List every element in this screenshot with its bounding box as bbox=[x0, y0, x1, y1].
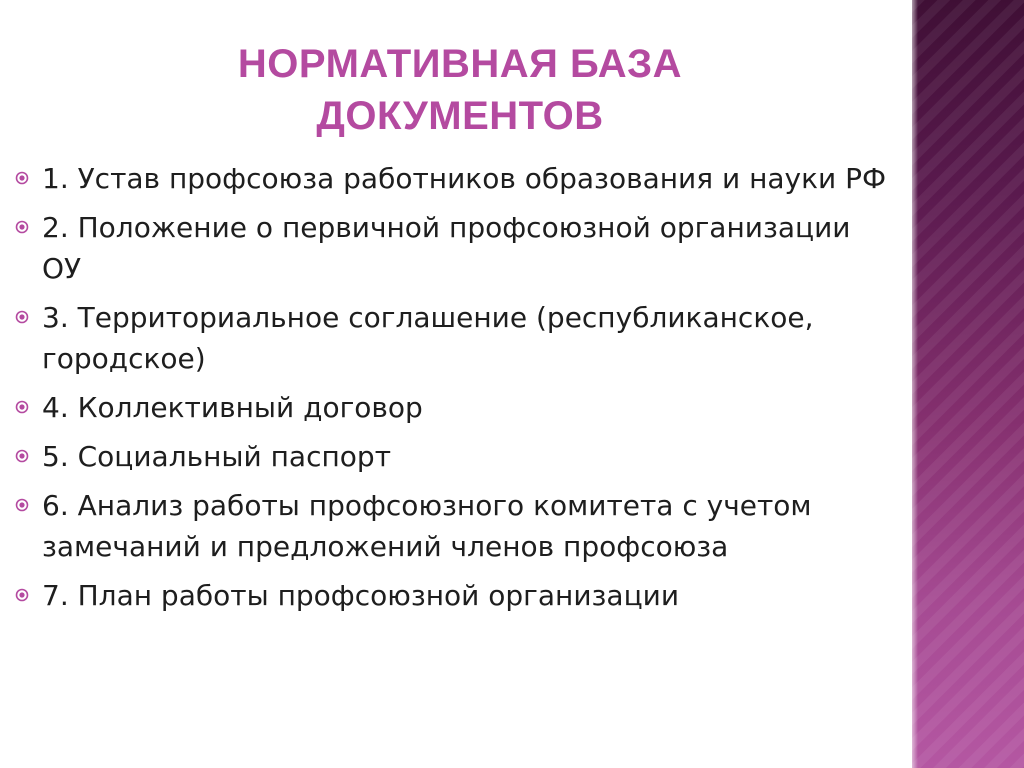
list-item-text: 6. Анализ работы профсоюзного комитета с учетом замечаний и предложений членов профсоюза bbox=[42, 489, 812, 563]
slide-title bbox=[140, 38, 780, 142]
list-item bbox=[12, 158, 892, 199]
list-item bbox=[12, 485, 892, 567]
list-item bbox=[12, 387, 892, 428]
circle-bullet-icon bbox=[15, 171, 29, 185]
panel-highlight-edge bbox=[912, 0, 918, 768]
list-item bbox=[12, 207, 892, 289]
circle-bullet-icon bbox=[15, 310, 29, 324]
list-item bbox=[12, 436, 892, 477]
documents-list bbox=[12, 158, 892, 624]
circle-bullet-icon bbox=[15, 449, 29, 463]
list-item bbox=[12, 297, 892, 379]
list-item-text: 7. План работы профсоюзной организации bbox=[42, 579, 680, 612]
list-item-text: 4. Коллективный договор bbox=[42, 391, 423, 424]
diagonal-stripes-pattern bbox=[912, 0, 1024, 768]
list-item-text: 5. Социальный паспорт bbox=[42, 440, 392, 473]
list-item-text: 2. Положение о первичной профсоюзной организации ОУ bbox=[42, 211, 851, 285]
list-item bbox=[12, 575, 892, 616]
decorative-side-panel bbox=[912, 0, 1024, 768]
list-item-text: 1. Устав профсоюза работников образования и науки РФ bbox=[42, 162, 887, 195]
circle-bullet-icon bbox=[15, 588, 29, 602]
list-item-text: 3. Территориальное соглашение (республиканское, городское) bbox=[42, 301, 814, 375]
slide-title-line-1: НОРМАТИВНАЯ БАЗА bbox=[237, 42, 683, 86]
slide-title-line-2: ДОКУМЕНТОВ bbox=[316, 94, 604, 138]
circle-bullet-icon bbox=[15, 400, 29, 414]
circle-bullet-icon bbox=[15, 220, 29, 234]
circle-bullet-icon bbox=[15, 498, 29, 512]
